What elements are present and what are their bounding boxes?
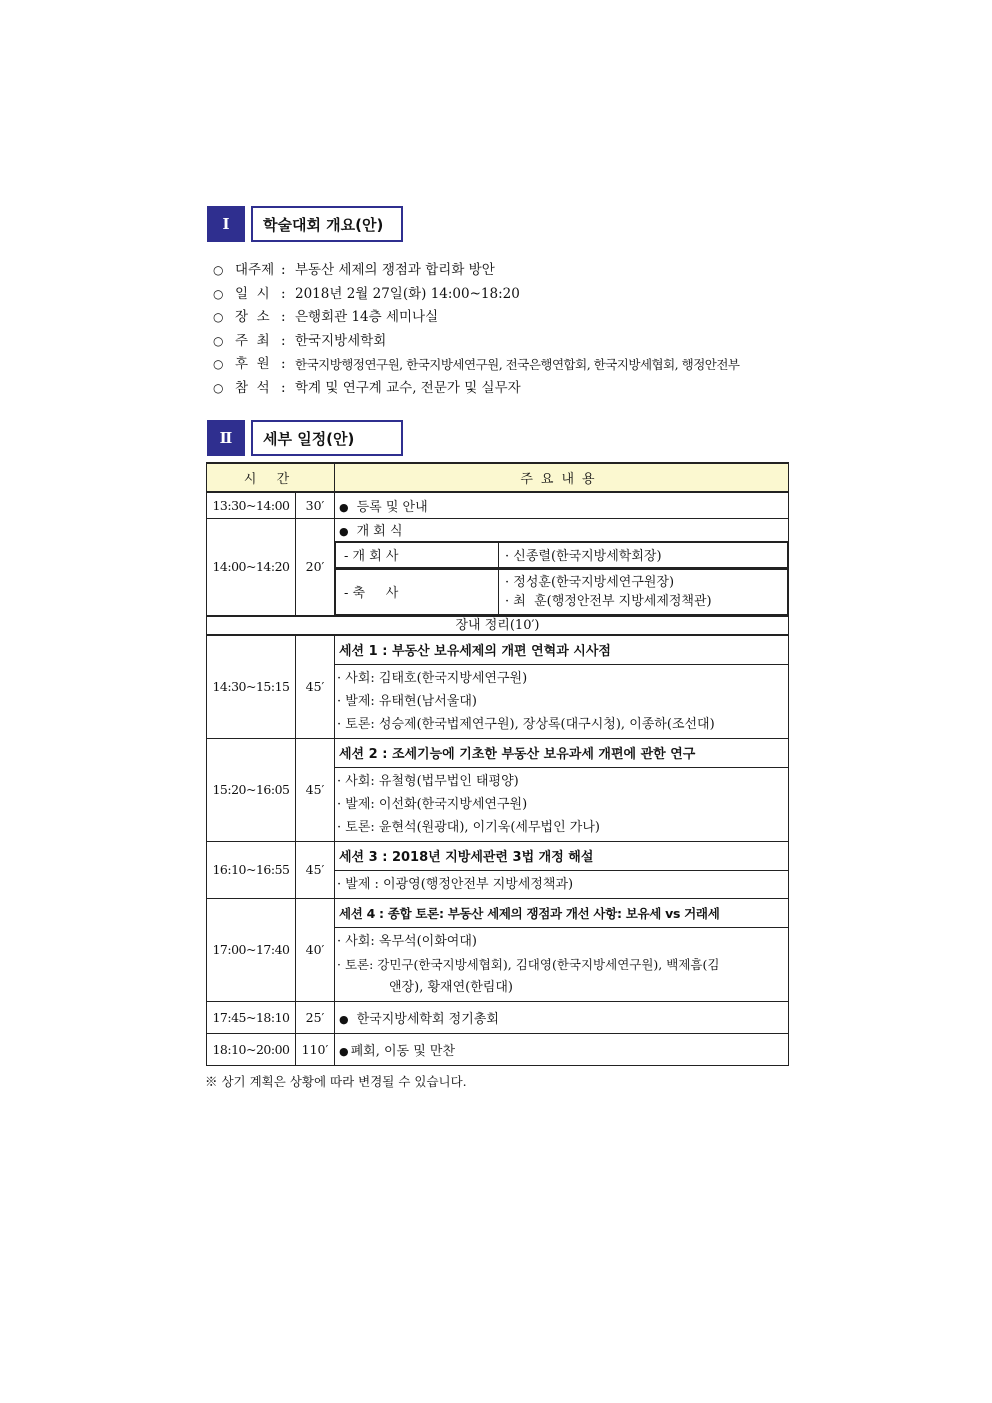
table-row: 14:00~14:20 20′ ● 개 회 식 [207, 518, 789, 541]
circle-bullet-icon: ○ [213, 380, 224, 395]
circle-bullet-icon: ○ [213, 263, 224, 277]
table-row: 15:20~16:05 45′ 세션 2 : 조세기능에 기초한 부동산 보유과세 개편에 관한 연구 [207, 738, 789, 767]
table-row: 17:00~17:40 40′ 세션 4 : 종합 토론: 부동산 세제의 쟁점과 개선 사항: 보유세 vs 거래세 [207, 898, 789, 927]
table-row: · 사회: 옥무석(이화여대) · 토론: 강민구(한국지방세협회), 김대영(한국지방세연구원), 백제흠(김 앤장), 황재연(한림대) [207, 927, 789, 1001]
footnote: ※ 상기 계획은 상황에 따라 변경될 수 있습니다. [205, 1074, 467, 1089]
black-dot-icon: ● [339, 500, 349, 514]
section-2-number: Ⅱ [207, 420, 245, 456]
circle-bullet-icon: ○ [213, 333, 224, 348]
table-row: · 발제 : 이광영(행정안전부 지방세정책과) [207, 870, 789, 898]
circle-bullet-icon: ○ [213, 310, 224, 324]
list-item: ○ 일 시 : 2018년 2월 27일(화) 14:00~18:20 [213, 283, 740, 307]
table-row: 17:45~18:10 25′ ● 한국지방세학회 정기총회 [207, 1001, 789, 1033]
overview-list [213, 259, 740, 400]
list-item: ○ 참 석 : 학계 및 연구계 교수, 전문가 및 실무자 [213, 377, 740, 401]
table-row: 13:30~14:00 30′ ● 등록 및 안내 [207, 492, 789, 518]
table-row: - 축 사 · 정성훈(한국지방세연구원장) · 최 훈(행정안전부 지방세제정책관) [207, 568, 789, 616]
list-item: ○ 대주제 : 부동산 세제의 쟁점과 합리화 방안 [213, 259, 740, 283]
circle-bullet-icon: ○ [213, 286, 224, 301]
list-item: ○ 주 최 : 한국지방세학회 [213, 330, 740, 354]
circle-bullet-icon: ○ [213, 357, 224, 371]
table-row: · 사회: 유철형(법무법인 태평양) · 발제: 이선화(한국지방세연구원) · 토론: 윤현석(원광대), 이기욱(세무법인 가나) [207, 767, 789, 841]
table-row: 16:10~16:55 45′ 세션 3 : 2018년 지방세관련 3법 개정 해설 [207, 841, 789, 870]
schedule-table [206, 462, 789, 1066]
section-2-header [207, 420, 403, 456]
section-1-number: Ⅰ [207, 206, 245, 242]
section-2-title: 세부 일정(안) [251, 420, 403, 456]
section-1-title: 학술대회 개요(안) [251, 206, 403, 242]
black-dot-icon: ● [339, 525, 349, 538]
section-1-header [207, 206, 403, 242]
table-header-row [207, 463, 789, 492]
table-row: - 개 회 사 · 신종렬(한국지방세학회장) [207, 541, 789, 568]
black-dot-icon: ● [339, 1012, 349, 1026]
black-dot-icon: ● [339, 1044, 349, 1058]
list-item: ○ 후 원 : 한국지방행정연구원, 한국지방세연구원, 전국은행연합회, 한국지방세협회, 행정안전부 [213, 353, 740, 377]
header-time: 시 간 [207, 463, 335, 492]
table-row: 18:10~20:00 110′ ● 폐회, 이동 및 만찬 [207, 1033, 789, 1065]
table-row: · 사회: 김태호(한국지방세연구원) · 발제: 유태현(남서울대) · 토론: 성승제(한국법제연구원), 장상록(대구시청), 이종하(조선대) [207, 664, 789, 738]
header-content: 주요내용 [335, 463, 789, 492]
list-item: ○ 장 소 : 은행회관 14층 세미나실 [213, 306, 740, 330]
table-row: 장내 정리(10′) [207, 616, 789, 635]
table-row: 14:30~15:15 45′ 세션 1 : 부동산 보유세제의 개편 연혁과 시사점 [207, 635, 789, 665]
